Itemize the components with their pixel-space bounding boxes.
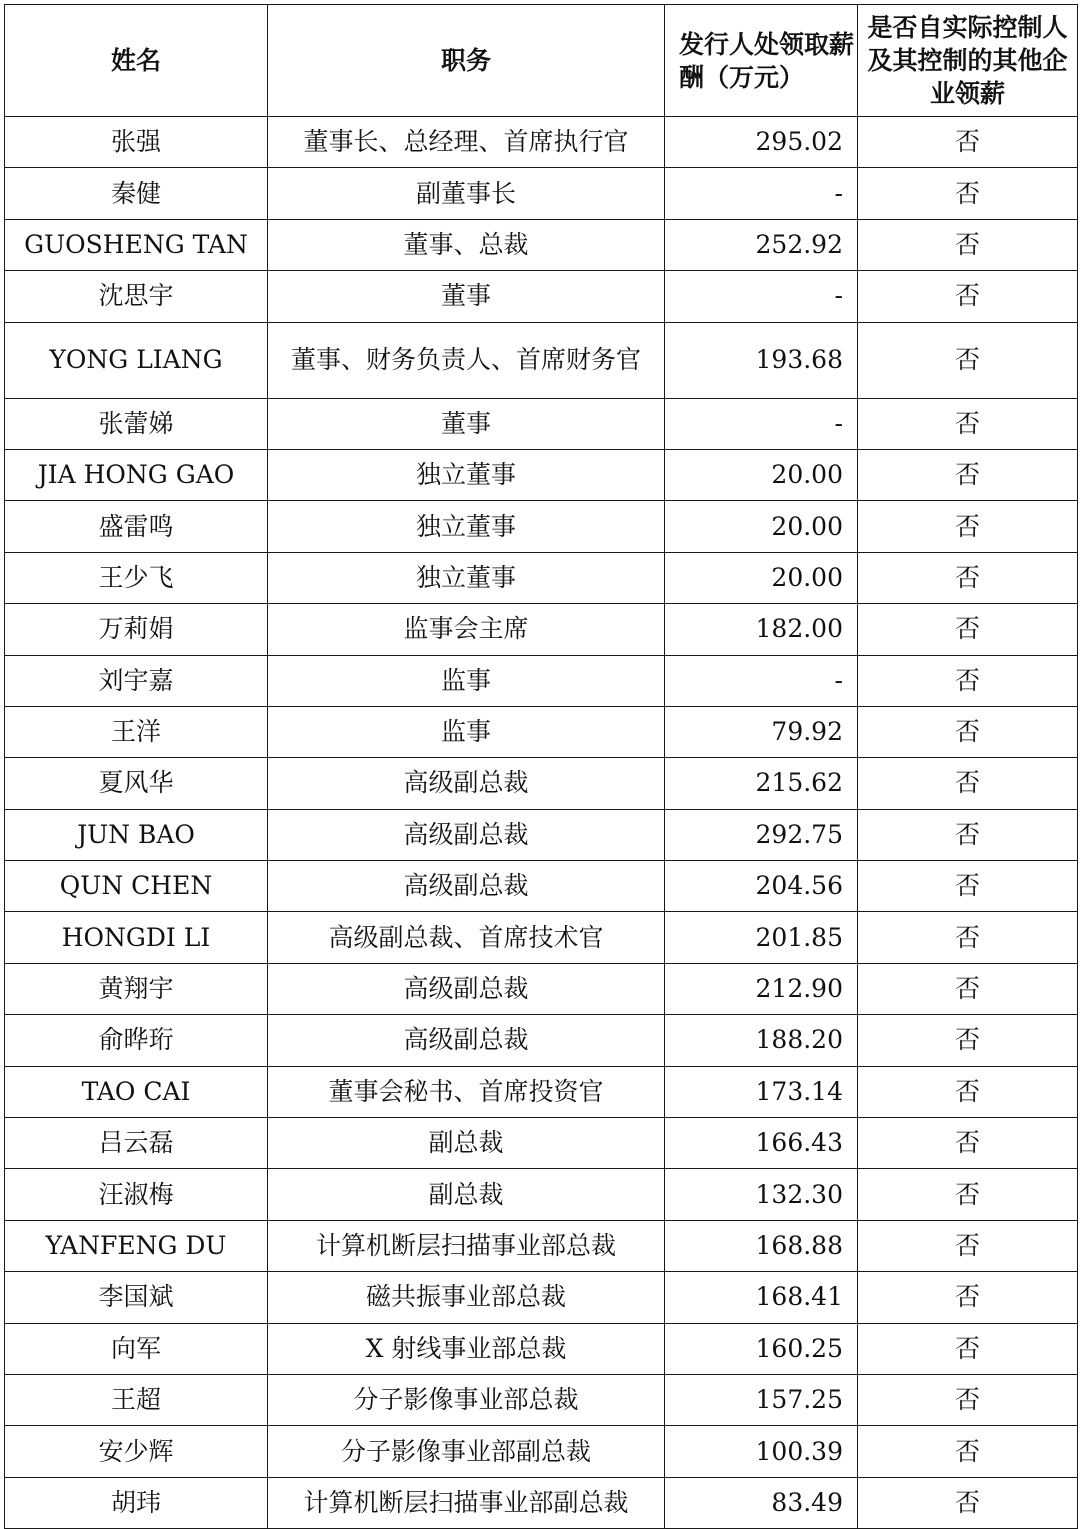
cell-name: 刘宇嘉	[5, 655, 268, 706]
cell-other-pay: 否	[858, 1118, 1078, 1169]
cell-pay: 168.41	[665, 1272, 858, 1323]
cell-name: HONGDI LI	[5, 912, 268, 963]
cell-pay: 252.92	[665, 219, 858, 270]
table-row	[5, 912, 1078, 963]
cell-title: 董事长、总经理、首席执行官	[268, 117, 665, 168]
cell-title: 董事	[268, 398, 665, 449]
cell-pay: 168.88	[665, 1220, 858, 1271]
table-row	[5, 604, 1078, 655]
cell-other-pay: 否	[858, 963, 1078, 1014]
cell-title: 高级副总裁	[268, 758, 665, 809]
cell-name: 王超	[5, 1374, 268, 1425]
cell-title: 独立董事	[268, 501, 665, 552]
cell-pay: 201.85	[665, 912, 858, 963]
cell-pay: 20.00	[665, 552, 858, 603]
table-row	[5, 655, 1078, 706]
cell-name: 夏风华	[5, 758, 268, 809]
table-row	[5, 552, 1078, 603]
cell-other-pay: 否	[858, 449, 1078, 500]
cell-other-pay: 否	[858, 1477, 1078, 1528]
cell-title: 副总裁	[268, 1118, 665, 1169]
cell-title: 分子影像事业部副总裁	[268, 1426, 665, 1477]
cell-name: 王少飞	[5, 552, 268, 603]
cell-title: 副总裁	[268, 1169, 665, 1220]
cell-other-pay: 否	[858, 168, 1078, 219]
header-title: 职务	[268, 5, 665, 117]
cell-other-pay: 否	[858, 1374, 1078, 1425]
cell-pay: 157.25	[665, 1374, 858, 1425]
table-row	[5, 1169, 1078, 1220]
cell-other-pay: 否	[858, 809, 1078, 860]
cell-name: 沈思宇	[5, 271, 268, 322]
cell-other-pay: 否	[858, 552, 1078, 603]
cell-name: 张蕾娣	[5, 398, 268, 449]
cell-title: 独立董事	[268, 449, 665, 500]
cell-title: 独立董事	[268, 552, 665, 603]
cell-pay: -	[665, 168, 858, 219]
cell-title: 董事、财务负责人、首席财务官	[268, 322, 665, 398]
cell-other-pay: 否	[858, 1220, 1078, 1271]
cell-pay: 182.00	[665, 604, 858, 655]
table-row	[5, 1374, 1078, 1425]
table-row	[5, 758, 1078, 809]
cell-title: 磁共振事业部总裁	[268, 1272, 665, 1323]
cell-title: 计算机断层扫描事业部总裁	[268, 1220, 665, 1271]
cell-pay: 292.75	[665, 809, 858, 860]
cell-title: 分子影像事业部总裁	[268, 1374, 665, 1425]
cell-other-pay: 否	[858, 322, 1078, 398]
table-row	[5, 219, 1078, 270]
table-row	[5, 271, 1078, 322]
cell-other-pay: 否	[858, 655, 1078, 706]
cell-other-pay: 否	[858, 1015, 1078, 1066]
cell-name: JUN BAO	[5, 809, 268, 860]
cell-name: 向军	[5, 1323, 268, 1374]
cell-other-pay: 否	[858, 117, 1078, 168]
cell-other-pay: 否	[858, 501, 1078, 552]
cell-name: 秦健	[5, 168, 268, 219]
cell-name: JIA HONG GAO	[5, 449, 268, 500]
cell-pay: -	[665, 655, 858, 706]
cell-name: 吕云磊	[5, 1118, 268, 1169]
header-pay: 发行人处领取薪酬（万元）	[665, 5, 858, 117]
cell-other-pay: 否	[858, 912, 1078, 963]
cell-pay: 100.39	[665, 1426, 858, 1477]
header-other-pay: 是否自实际控制人及其控制的其他企业领薪	[858, 5, 1078, 117]
table-row	[5, 1323, 1078, 1374]
table-row	[5, 1220, 1078, 1271]
cell-pay: 20.00	[665, 501, 858, 552]
table-row	[5, 398, 1078, 449]
cell-name: 万莉娟	[5, 604, 268, 655]
cell-title: 董事会秘书、首席投资官	[268, 1066, 665, 1117]
cell-name: 胡玮	[5, 1477, 268, 1528]
table-row	[5, 322, 1078, 398]
cell-pay: 215.62	[665, 758, 858, 809]
cell-name: 安少辉	[5, 1426, 268, 1477]
cell-pay: 160.25	[665, 1323, 858, 1374]
cell-name: 盛雷鸣	[5, 501, 268, 552]
cell-other-pay: 否	[858, 861, 1078, 912]
cell-title: 高级副总裁、首席技术官	[268, 912, 665, 963]
cell-name: 王洋	[5, 706, 268, 757]
cell-other-pay: 否	[858, 758, 1078, 809]
cell-pay: 193.68	[665, 322, 858, 398]
cell-pay: 173.14	[665, 1066, 858, 1117]
table-row	[5, 1015, 1078, 1066]
table-row	[5, 501, 1078, 552]
cell-title: 高级副总裁	[268, 963, 665, 1014]
cell-other-pay: 否	[858, 271, 1078, 322]
cell-title: 董事	[268, 271, 665, 322]
cell-name: YANFENG DU	[5, 1220, 268, 1271]
cell-name: 俞晔珩	[5, 1015, 268, 1066]
cell-title: 计算机断层扫描事业部副总裁	[268, 1477, 665, 1528]
cell-name: 汪淑梅	[5, 1169, 268, 1220]
cell-pay: 83.49	[665, 1477, 858, 1528]
cell-name: 张强	[5, 117, 268, 168]
table-row	[5, 963, 1078, 1014]
table-row	[5, 168, 1078, 219]
cell-pay: -	[665, 271, 858, 322]
cell-other-pay: 否	[858, 219, 1078, 270]
cell-name: GUOSHENG TAN	[5, 219, 268, 270]
cell-other-pay: 否	[858, 1169, 1078, 1220]
cell-name: 黄翔宇	[5, 963, 268, 1014]
cell-pay: 132.30	[665, 1169, 858, 1220]
table-row	[5, 1426, 1078, 1477]
cell-title: 高级副总裁	[268, 1015, 665, 1066]
table-row	[5, 809, 1078, 860]
cell-name: 李国斌	[5, 1272, 268, 1323]
cell-name: QUN CHEN	[5, 861, 268, 912]
cell-title: 高级副总裁	[268, 809, 665, 860]
cell-name: TAO CAI	[5, 1066, 268, 1117]
cell-pay: 79.92	[665, 706, 858, 757]
cell-other-pay: 否	[858, 1272, 1078, 1323]
cell-title: 监事	[268, 655, 665, 706]
table-row	[5, 117, 1078, 168]
cell-pay: -	[665, 398, 858, 449]
table-body	[5, 117, 1078, 1529]
cell-other-pay: 否	[858, 1066, 1078, 1117]
cell-pay: 188.20	[665, 1015, 858, 1066]
cell-title: 董事、总裁	[268, 219, 665, 270]
cell-other-pay: 否	[858, 1426, 1078, 1477]
table-row	[5, 1118, 1078, 1169]
cell-other-pay: 否	[858, 398, 1078, 449]
compensation-table	[4, 4, 1078, 1529]
cell-name: YONG LIANG	[5, 322, 268, 398]
cell-pay: 295.02	[665, 117, 858, 168]
table-row	[5, 1272, 1078, 1323]
table-row	[5, 1066, 1078, 1117]
table-header-row	[5, 5, 1078, 117]
cell-pay: 204.56	[665, 861, 858, 912]
cell-other-pay: 否	[858, 1323, 1078, 1374]
cell-other-pay: 否	[858, 706, 1078, 757]
cell-title: 监事	[268, 706, 665, 757]
cell-other-pay: 否	[858, 604, 1078, 655]
cell-title: X 射线事业部总裁	[268, 1323, 665, 1374]
table-row	[5, 861, 1078, 912]
table-row	[5, 706, 1078, 757]
cell-pay: 212.90	[665, 963, 858, 1014]
table-row	[5, 1477, 1078, 1528]
cell-title: 高级副总裁	[268, 861, 665, 912]
cell-title: 监事会主席	[268, 604, 665, 655]
header-name: 姓名	[5, 5, 268, 117]
table-row	[5, 449, 1078, 500]
cell-pay: 20.00	[665, 449, 858, 500]
cell-pay: 166.43	[665, 1118, 858, 1169]
cell-title: 副董事长	[268, 168, 665, 219]
